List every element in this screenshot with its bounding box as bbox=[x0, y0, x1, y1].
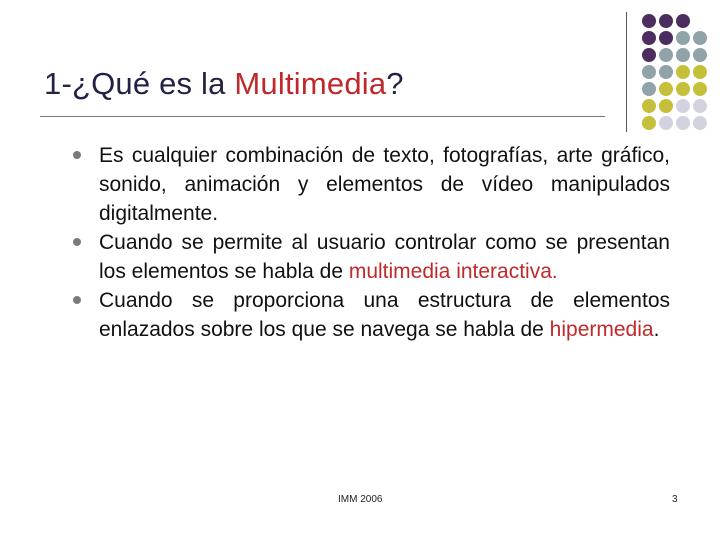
decorative-dot bbox=[693, 31, 707, 45]
bullet-item bbox=[70, 286, 670, 344]
decorative-dot bbox=[693, 48, 707, 62]
bullet-suffix: . bbox=[653, 318, 660, 341]
decorative-dot bbox=[676, 31, 690, 45]
bullet-body: Cuando se permite al usuario controlar como se presentan los elementos se habla de bbox=[99, 231, 670, 283]
decorative-dot bbox=[676, 99, 690, 113]
bullet-suffix: . bbox=[551, 260, 558, 283]
decorative-dot bbox=[659, 82, 673, 96]
decorative-vertical-line bbox=[626, 12, 627, 132]
title-underline bbox=[40, 116, 605, 117]
decorative-dot bbox=[642, 65, 656, 79]
decorative-dot bbox=[676, 14, 690, 28]
bullet-highlight: hipermedia bbox=[549, 318, 654, 341]
decorative-dot bbox=[693, 99, 707, 113]
decorative-dot bbox=[659, 48, 673, 62]
decorative-dot bbox=[693, 65, 707, 79]
bullet-icon bbox=[73, 151, 81, 159]
decorative-dot bbox=[676, 48, 690, 62]
decorative-dot-grid bbox=[640, 12, 720, 132]
decorative-dot bbox=[659, 116, 673, 130]
title-prefix: 1-¿Qué es la bbox=[44, 66, 235, 101]
bullet-icon bbox=[73, 238, 81, 246]
decorative-dot bbox=[642, 14, 656, 28]
bullet-text bbox=[99, 286, 670, 344]
bullet-body: Es cualquier combinación de texto, fotografías, arte gráfico, sonido, animación y elementos de vídeo manipulados digitalmente. bbox=[99, 144, 670, 225]
bullet-text bbox=[99, 141, 670, 228]
bullet-icon bbox=[73, 296, 81, 304]
decorative-dot bbox=[642, 116, 656, 130]
decorative-dot bbox=[659, 65, 673, 79]
decorative-dot bbox=[642, 31, 656, 45]
bullet-highlight: multimedia interactiva bbox=[348, 260, 552, 283]
page-number: 3 bbox=[672, 494, 678, 505]
bullet-text bbox=[99, 228, 670, 286]
decorative-dot bbox=[642, 99, 656, 113]
bullet-item bbox=[70, 228, 670, 286]
decorative-dot bbox=[676, 65, 690, 79]
decorative-dot bbox=[676, 82, 690, 96]
decorative-dot bbox=[642, 48, 656, 62]
decorative-dot bbox=[642, 82, 656, 96]
title-suffix: ? bbox=[386, 66, 404, 101]
decorative-dot bbox=[659, 31, 673, 45]
decorative-dot bbox=[676, 116, 690, 130]
decorative-dot bbox=[693, 116, 707, 130]
bullet-item bbox=[70, 141, 670, 228]
decorative-dot bbox=[693, 82, 707, 96]
decorative-dot bbox=[659, 99, 673, 113]
footer-label: IMM 2006 bbox=[338, 494, 383, 505]
decorative-dot bbox=[659, 14, 673, 28]
title-highlight: Multimedia bbox=[234, 66, 387, 101]
bullet-body: Cuando se proporciona una estructura de elementos enlazados sobre los que se navega se habla de bbox=[99, 289, 670, 341]
slide-title bbox=[44, 66, 404, 102]
bullet-list bbox=[70, 141, 670, 344]
